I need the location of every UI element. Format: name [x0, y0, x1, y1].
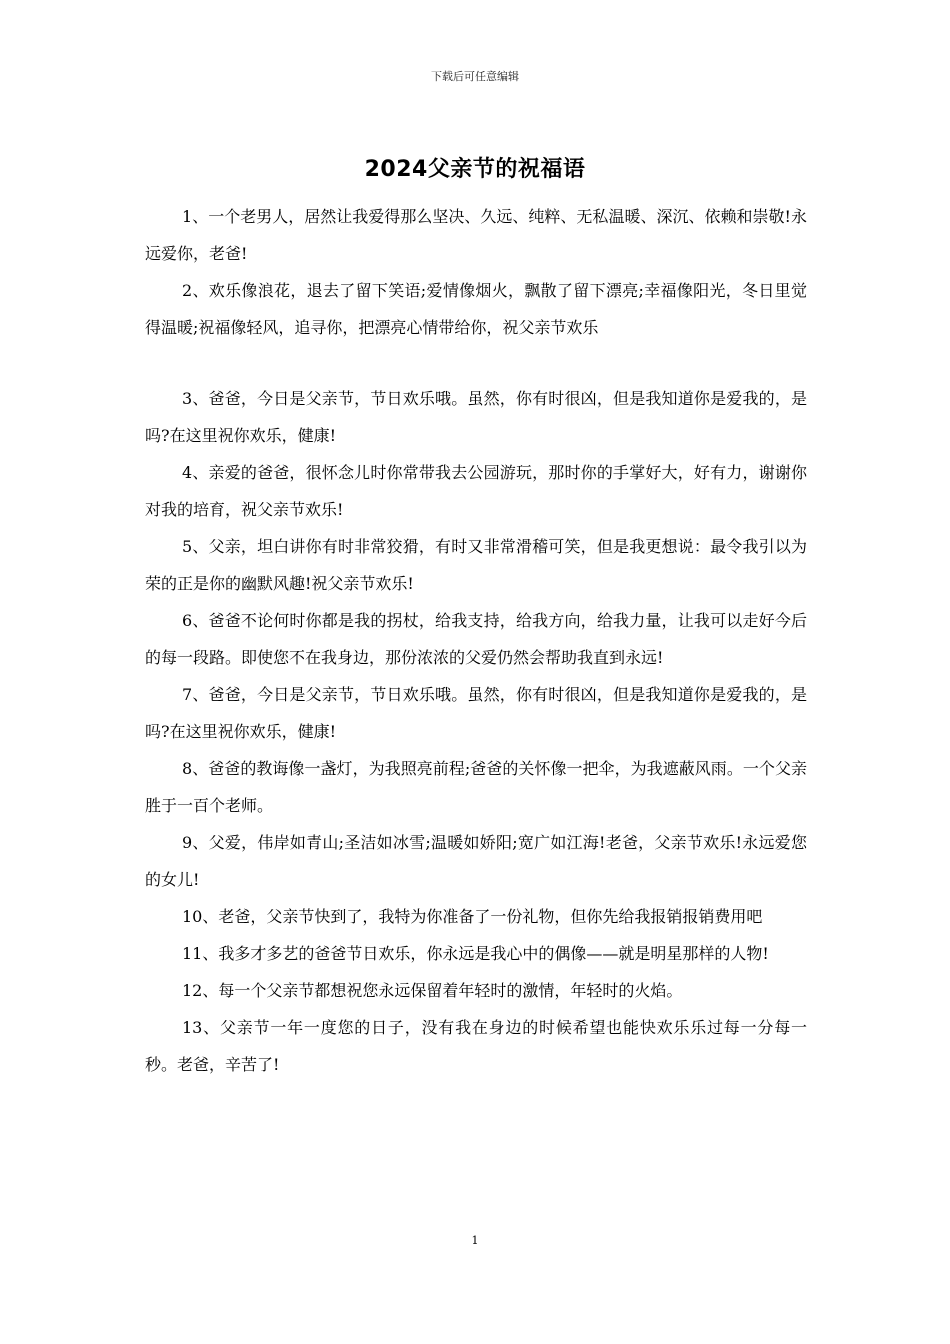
paragraph-9: 9、父爱，伟岸如青山;圣洁如冰雪;温暖如娇阳;宽广如江海!老爸，父亲节欢乐!永远爱您的女儿! [145, 833, 807, 889]
paragraph-13: 13、父亲节一年一度您的日子，没有我在身边的时候希望也能快欢乐乐过每一分每一秒。老爸，辛苦了! [145, 1018, 807, 1074]
paragraph-11: 11、我多才多艺的爸爸节日欢乐，你永远是我心中的偶像——就是明星那样的人物! [182, 944, 769, 963]
paragraph-12: 12、每一个父亲节都想祝您永远保留着年轻时的激情，年轻时的火焰。 [182, 981, 683, 1000]
paragraph-7: 7、爸爸，今日是父亲节，节日欢乐哦。虽然，你有时很凶，但是我知道你是爱我的，是吗?在这里祝你欢乐，健康! [145, 685, 807, 741]
paragraph-1: 1、一个老男人，居然让我爱得那么坚决、久远、纯粹、无私温暖、深沉、依赖和崇敬!永远爱你，老爸! [145, 207, 807, 263]
document-body [145, 198, 807, 1083]
paragraph-2: 2、欢乐像浪花，退去了留下笑语;爱情像烟火，飘散了留下漂亮;幸福像阳光，冬日里觉得温暖;祝福像轻风，追寻你，把漂亮心情带给你，祝父亲节欢乐 [145, 281, 807, 337]
paragraph-3: 3、爸爸，今日是父亲节，节日欢乐哦。虽然，你有时很凶，但是我知道你是爱我的，是吗?在这里祝你欢乐，健康! [145, 389, 807, 445]
paragraph-5: 5、父亲，坦白讲你有时非常狡猾，有时又非常滑稽可笑，但是我更想说：最令我引以为荣的正是你的幽默风趣!祝父亲节欢乐! [145, 537, 807, 593]
document-title: 2024父亲节的祝福语 [364, 157, 586, 182]
paragraph-4: 4、亲爱的爸爸，很怀念儿时你常带我去公园游玩，那时你的手掌好大，好有力，谢谢你对我的培育，祝父亲节欢乐! [145, 463, 807, 519]
paragraph-8: 8、爸爸的教诲像一盏灯，为我照亮前程;爸爸的关怀像一把伞，为我遮蔽风雨。一个父亲胜于一百个老师。 [145, 759, 807, 815]
page-header: 下载后可任意编辑 [431, 70, 519, 83]
paragraph-6: 6、爸爸不论何时你都是我的拐杖，给我支持，给我方向，给我力量，让我可以走好今后的每一段路。即使您不在我身边，那份浓浓的父爱仍然会帮助我直到永远! [145, 611, 807, 667]
page-number: 1 [471, 1234, 479, 1247]
paragraph-10: 10、老爸，父亲节快到了，我特为你准备了一份礼物，但你先给我报销报销费用吧 [182, 907, 763, 926]
